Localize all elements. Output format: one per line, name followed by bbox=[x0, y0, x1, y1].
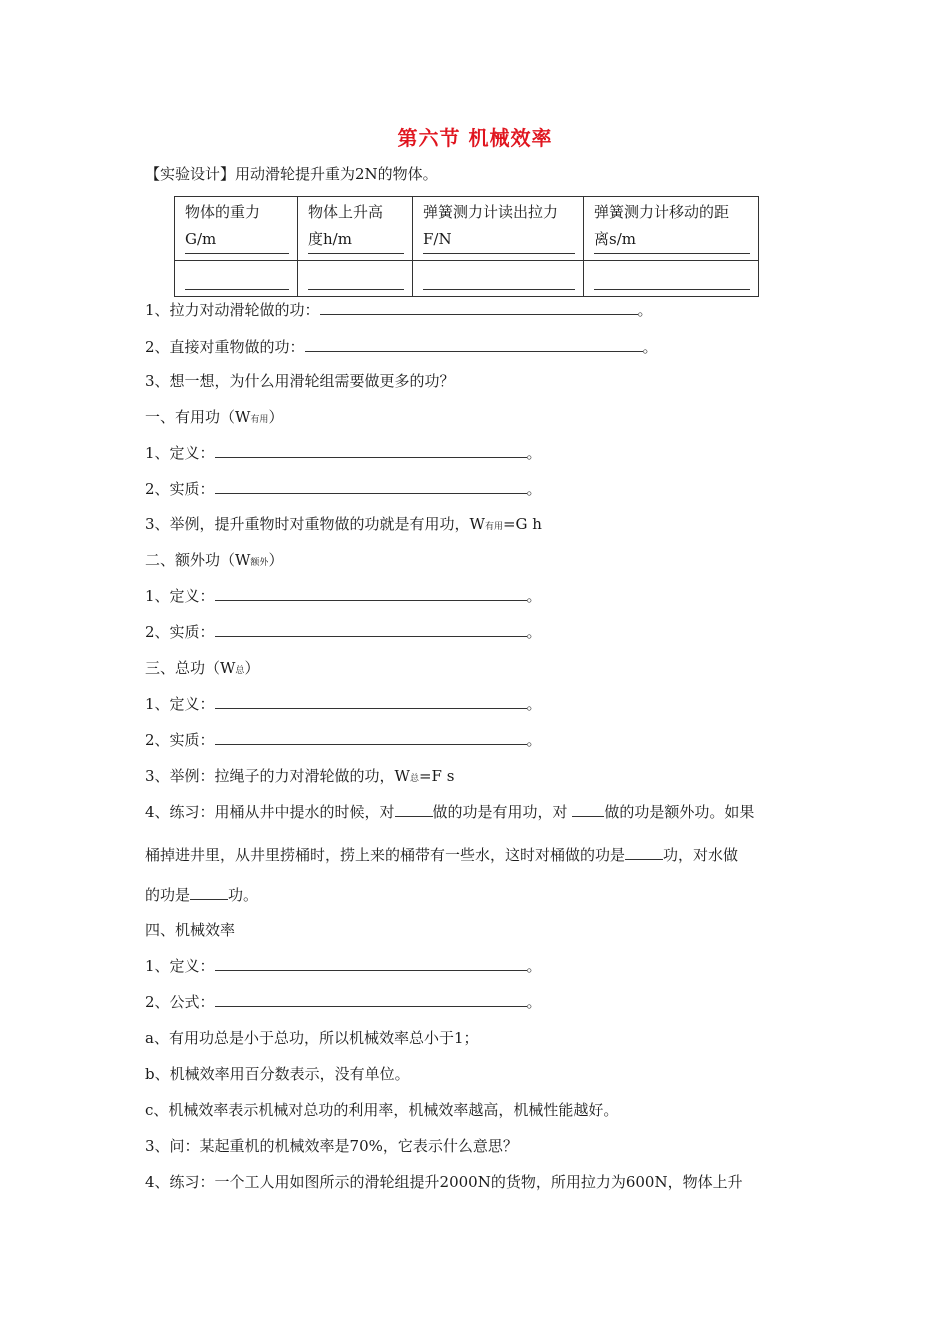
s2-definition: 1、定义： 。 bbox=[145, 587, 542, 605]
answer-blank[interactable] bbox=[190, 885, 228, 900]
header-cell-height bbox=[298, 197, 413, 261]
answer-blank[interactable] bbox=[308, 269, 404, 290]
s4-question-3: 3、问：某起重机的机械效率是70%，它表示什么意思？ bbox=[145, 1137, 518, 1155]
section-3-heading: 三、总功（W总） bbox=[145, 659, 260, 677]
header-cell-distance bbox=[584, 197, 759, 261]
page-title: 第六节 机械效率 bbox=[397, 126, 553, 150]
s3-definition: 1、定义： 。 bbox=[145, 695, 542, 713]
answer-blank[interactable] bbox=[625, 845, 663, 860]
header-text: 物体的重力 bbox=[185, 203, 261, 221]
header-text: 物体上升高 bbox=[308, 203, 384, 221]
s4-note-b: b、机械效率用百分数表示，没有单位。 bbox=[145, 1065, 410, 1083]
header-unit: 度h/m bbox=[308, 226, 404, 254]
s3-example: 3、举例：拉绳子的力对滑轮做的功，W总=F s bbox=[145, 767, 455, 785]
answer-blank[interactable] bbox=[572, 802, 604, 817]
s4-note-a: a、有用功总是小于总功，所以机械效率总小于1； bbox=[145, 1029, 479, 1047]
s1-definition: 1、定义： 。 bbox=[145, 444, 542, 462]
s3-exercise-line2: 桶掉进井里，从井里捞桶时，捞上来的桶带有一些水，这时对桶做的功是 功，对水做 bbox=[145, 846, 739, 864]
answer-blank[interactable] bbox=[594, 269, 750, 290]
s4-formula: 2、公式： 。 bbox=[145, 993, 542, 1011]
s3-nature: 2、实质： 。 bbox=[145, 731, 542, 749]
answer-blank[interactable] bbox=[320, 300, 638, 315]
answer-blank[interactable] bbox=[395, 802, 433, 817]
table-header-row bbox=[175, 197, 759, 261]
s1-nature: 2、实质： 。 bbox=[145, 480, 542, 498]
s4-note-c: c、机械效率表示机械对总功的利用率，机械效率越高，机械性能越好。 bbox=[145, 1101, 619, 1119]
question-1: 1、拉力对动滑轮做的功： 。 bbox=[145, 301, 653, 319]
question-3: 3、想一想，为什么用滑轮组需要做更多的功？ bbox=[145, 372, 455, 390]
header-cell-weight bbox=[175, 197, 298, 261]
section-1-heading: 一、有用功（W有用） bbox=[145, 408, 284, 426]
s2-nature: 2、实质： 。 bbox=[145, 623, 542, 641]
answer-blank[interactable] bbox=[215, 479, 527, 494]
answer-blank[interactable] bbox=[215, 694, 527, 709]
experiment-table bbox=[174, 196, 759, 297]
s4-exercise-4: 4、练习：一个工人用如图所示的滑轮组提升2000N的货物，所用拉力为600N，物体上升 bbox=[145, 1173, 743, 1191]
header-unit: 离s/m bbox=[594, 226, 750, 254]
header-text: 弹簧测力计移动的距 bbox=[594, 203, 730, 221]
section-2-heading: 二、额外功（W额外） bbox=[145, 551, 284, 569]
s4-definition: 1、定义： 。 bbox=[145, 957, 542, 975]
answer-blank[interactable] bbox=[215, 992, 527, 1007]
header-text: 弹簧测力计读出拉力 bbox=[423, 203, 559, 221]
intro-text: 【实验设计】用动滑轮提升重为2N的物体。 bbox=[145, 165, 438, 183]
question-2: 2、直接对重物做的功： 。 bbox=[145, 338, 658, 356]
answer-blank[interactable] bbox=[215, 730, 527, 745]
header-unit: F/N bbox=[423, 226, 575, 254]
answer-blank[interactable] bbox=[215, 622, 527, 637]
answer-blank[interactable] bbox=[185, 269, 289, 290]
answer-blank[interactable] bbox=[423, 269, 575, 290]
s1-example: 3、举例，提升重物时对重物做的功就是有用功，W有用=G h bbox=[145, 515, 542, 533]
s3-exercise-line1: 4、练习：用桶从井中提水的时候，对 做的功是有用功，对 做的功是额外功。如果 bbox=[145, 803, 755, 821]
answer-blank[interactable] bbox=[215, 586, 527, 601]
answer-blank[interactable] bbox=[215, 956, 527, 971]
section-4-heading: 四、机械效率 bbox=[145, 921, 236, 939]
header-cell-force bbox=[413, 197, 584, 261]
header-unit: G/m bbox=[185, 226, 289, 254]
answer-blank[interactable] bbox=[215, 443, 527, 458]
answer-blank[interactable] bbox=[305, 337, 643, 352]
s3-exercise-line3: 的功是 功。 bbox=[145, 886, 259, 904]
table-data-row bbox=[175, 261, 759, 297]
